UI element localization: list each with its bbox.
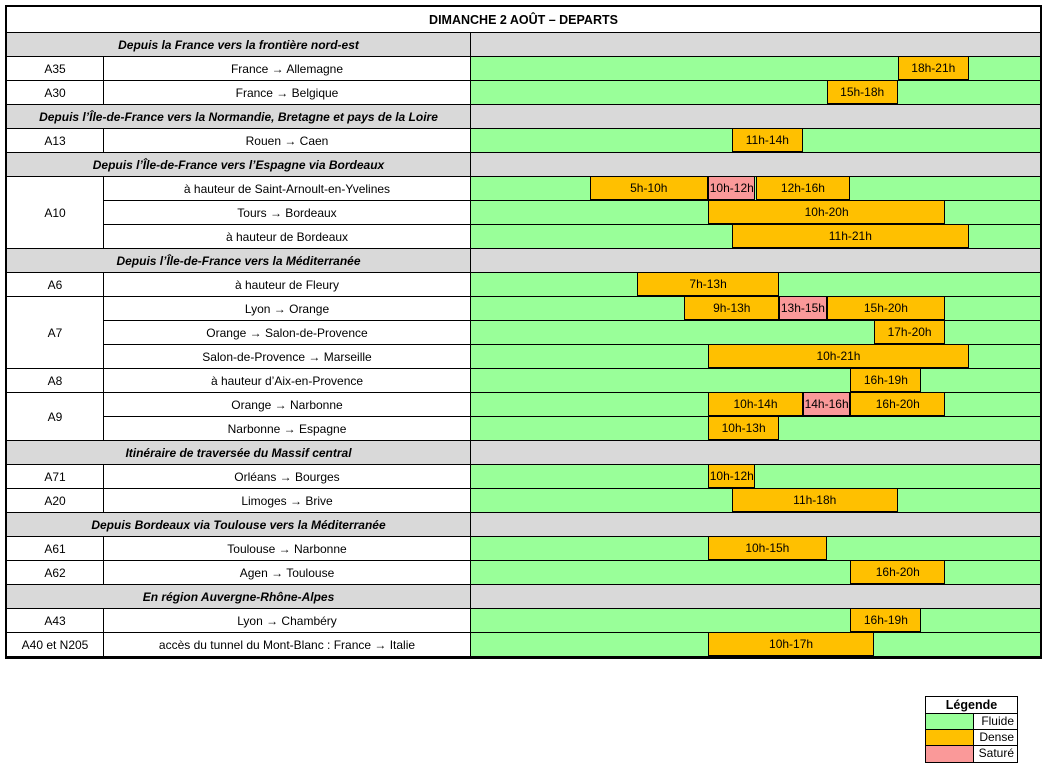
traffic-band-dense: 16h-20h xyxy=(850,561,945,584)
road-label: A71 xyxy=(7,465,104,489)
road-label: A43 xyxy=(7,609,104,633)
traffic-band-dense: 10h-15h xyxy=(708,537,827,560)
traffic-band-dense: 10h-17h xyxy=(708,633,874,656)
section-timeline-cell xyxy=(471,585,1040,609)
route-label: France → Belgique xyxy=(104,81,471,105)
section-timeline-cell xyxy=(471,249,1040,273)
timeline-cell xyxy=(471,129,1040,153)
legend-row xyxy=(926,746,1017,762)
table-grid xyxy=(7,33,1040,657)
section-timeline-cell xyxy=(471,513,1040,537)
section-header: Depuis l’Île-de-France vers l’Espagne via Bordeaux xyxy=(7,153,471,177)
traffic-band-dense: 16h-19h xyxy=(850,369,921,392)
section-timeline-cell xyxy=(471,105,1040,129)
road-label: A30 xyxy=(7,81,104,105)
traffic-forecast-table xyxy=(5,5,1042,659)
section-timeline-cell xyxy=(471,33,1040,57)
legend-rows xyxy=(926,714,1017,762)
section-timeline-cell xyxy=(471,441,1040,465)
road-label: A35 xyxy=(7,57,104,81)
traffic-band-dense: 10h-14h xyxy=(708,393,803,416)
timeline-cell xyxy=(471,177,1040,201)
road-label: A7 xyxy=(7,297,104,369)
timeline-cell xyxy=(471,465,1040,489)
road-label: A20 xyxy=(7,489,104,513)
route-label: à hauteur de Fleury xyxy=(104,273,471,297)
route-label: accès du tunnel du Mont-Blanc : France → Italie xyxy=(104,633,471,657)
timeline-cell xyxy=(471,369,1040,393)
legend-title: Légende xyxy=(926,697,1017,714)
timeline-cell xyxy=(471,393,1040,417)
legend-row xyxy=(926,714,1017,730)
legend-row xyxy=(926,730,1017,746)
route-label: Orange → Salon-de-Provence xyxy=(104,321,471,345)
timeline-cell xyxy=(471,345,1040,369)
route-label: Tours → Bordeaux xyxy=(104,201,471,225)
road-label: A6 xyxy=(7,273,104,297)
timeline-cell xyxy=(471,225,1040,249)
timeline-cell xyxy=(471,297,1040,321)
road-label: A61 xyxy=(7,537,104,561)
timeline-cell xyxy=(471,489,1040,513)
traffic-band-dense: 11h-18h xyxy=(732,489,898,512)
timeline-cell xyxy=(471,417,1040,441)
traffic-band-dense: 18h-21h xyxy=(898,57,969,80)
route-label: Limoges → Brive xyxy=(104,489,471,513)
route-label: à hauteur d’Aix-en-Provence xyxy=(104,369,471,393)
traffic-band-dense: 16h-19h xyxy=(850,609,921,632)
route-label: Rouen → Caen xyxy=(104,129,471,153)
route-label: Salon-de-Provence → Marseille xyxy=(104,345,471,369)
timeline-cell xyxy=(471,609,1040,633)
traffic-band-dense: 12h-16h xyxy=(756,177,851,200)
road-label: A9 xyxy=(7,393,104,441)
traffic-band-dense: 16h-20h xyxy=(850,393,945,416)
route-label: Lyon → Orange xyxy=(104,297,471,321)
traffic-band-dense: 10h-21h xyxy=(708,345,969,368)
timeline-cell xyxy=(471,561,1040,585)
section-header: Depuis Bordeaux via Toulouse vers la Méditerranée xyxy=(7,513,471,537)
legend-swatch-sature xyxy=(926,746,974,762)
route-label: Toulouse → Narbonne xyxy=(104,537,471,561)
traffic-band-dense: 5h-10h xyxy=(590,177,709,200)
timeline-cell xyxy=(471,537,1040,561)
traffic-band-sature: 13h-15h xyxy=(779,297,826,320)
route-label: Orléans → Bourges xyxy=(104,465,471,489)
traffic-band-dense: 10h-20h xyxy=(708,201,945,224)
section-header: Depuis la France vers la frontière nord-est xyxy=(7,33,471,57)
section-header: En région Auvergne-Rhône-Alpes xyxy=(7,585,471,609)
road-label: A10 xyxy=(7,177,104,249)
traffic-band-dense: 17h-20h xyxy=(874,321,945,344)
route-label: Agen → Toulouse xyxy=(104,561,471,585)
traffic-band-sature: 10h-12h xyxy=(708,177,755,200)
traffic-band-dense: 11h-14h xyxy=(732,129,803,152)
road-label: A40 et N205 xyxy=(7,633,104,657)
legend-swatch-dense xyxy=(926,730,974,746)
section-header: Depuis l’Île-de-France vers la Méditerranée xyxy=(7,249,471,273)
road-label: A62 xyxy=(7,561,104,585)
timeline-cell xyxy=(471,201,1040,225)
route-label: à hauteur de Saint-Arnoult-en-Yvelines xyxy=(104,177,471,201)
route-label: Narbonne → Espagne xyxy=(104,417,471,441)
traffic-band-dense: 9h-13h xyxy=(684,297,779,320)
traffic-band-dense: 11h-21h xyxy=(732,225,969,248)
traffic-band-dense: 15h-20h xyxy=(827,297,946,320)
timeline-cell xyxy=(471,81,1040,105)
legend-label: Fluide xyxy=(974,714,1017,730)
table-title: DIMANCHE 2 AOÛT – DEPARTS xyxy=(7,7,1040,33)
traffic-band-dense: 10h-12h xyxy=(708,465,755,488)
legend-swatch-fluide xyxy=(926,714,974,730)
timeline-cell xyxy=(471,633,1040,657)
route-label: France → Allemagne xyxy=(104,57,471,81)
timeline-cell xyxy=(471,321,1040,345)
route-label: Lyon → Chambéry xyxy=(104,609,471,633)
legend-label: Dense xyxy=(974,730,1017,746)
route-label: à hauteur de Bordeaux xyxy=(104,225,471,249)
timeline-cell xyxy=(471,273,1040,297)
section-timeline-cell xyxy=(471,153,1040,177)
traffic-band-dense: 7h-13h xyxy=(637,273,779,296)
section-header: Itinéraire de traversée du Massif central xyxy=(7,441,471,465)
timeline-cell xyxy=(471,57,1040,81)
legend xyxy=(925,696,1018,763)
traffic-band-sature: 14h-16h xyxy=(803,393,850,416)
traffic-band-dense: 15h-18h xyxy=(827,81,898,104)
section-header: Depuis l’Île-de-France vers la Normandie, Bretagne et pays de la Loire xyxy=(7,105,471,129)
route-label: Orange → Narbonne xyxy=(104,393,471,417)
traffic-band-dense: 10h-13h xyxy=(708,417,779,440)
road-label: A8 xyxy=(7,369,104,393)
legend-label: Saturé xyxy=(978,746,1014,760)
road-label: A13 xyxy=(7,129,104,153)
